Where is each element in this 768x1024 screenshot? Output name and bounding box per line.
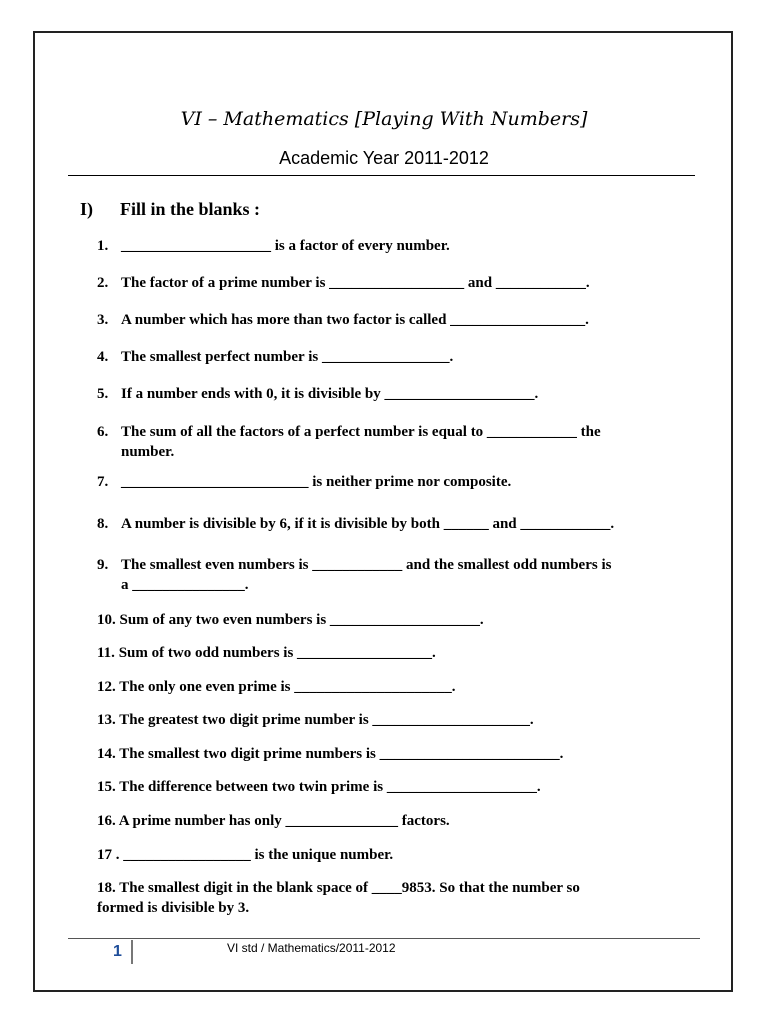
question-text: _________________ is the unique number. [123,847,394,863]
question-item [97,710,697,730]
question-text: Sum of two odd numbers is __________________. [118,645,436,661]
section-title: Fill in the blanks : [120,199,261,219]
question-number: 18. [97,880,116,896]
question-number: 5. [97,386,109,402]
worksheet-title: VI – Mathematics [Playing With Numbers] [180,108,588,130]
question-text-continued: formed is divisible by 3. [97,900,250,916]
section-heading [80,199,260,220]
question-number: 7. [97,474,109,490]
question-number: 4. [97,349,109,365]
question-number: 10. [97,612,116,628]
question-item [97,236,697,256]
academic-year: Academic Year 2011-2012 [279,148,489,168]
question-item [97,744,697,764]
question-number: 17 . [97,847,120,863]
question-item [97,643,697,663]
question-number: 6. [97,424,109,440]
question-item [97,310,697,330]
question-item [97,422,697,462]
question-number: 13. [97,712,116,728]
question-item [97,514,697,534]
page-number: 1 [113,943,122,960]
question-text: The greatest two digit prime number is _____________________. [119,712,534,728]
question-item [97,845,697,865]
footer-text: VI std / Mathematics/2011-2012 [227,941,396,955]
question-item [97,347,697,367]
question-text: A number is divisible by 6, if it is divisible by both ______ and ____________. [121,516,615,532]
question-number: 8. [97,516,109,532]
question-number: 16. [97,813,116,829]
question-item [97,273,697,293]
question-text: The difference between two twin prime is ____________________. [119,779,541,795]
question-text: The sum of all the factors of a perfect number is equal to ____________ the [121,424,601,440]
question-text: If a number ends with 0, it is divisible by ____________________. [121,386,539,402]
question-number: 15. [97,779,116,795]
question-item [97,472,697,492]
question-item [97,384,697,404]
question-text: ____________________ is a factor of every number. [121,238,450,254]
question-item [97,777,697,797]
title-divider [68,175,695,176]
question-item [97,610,697,630]
page-number-separator [131,940,133,964]
question-item [97,811,697,831]
question-text-continued: a _______________. [121,577,249,593]
question-text: The smallest even numbers is ____________ and the smallest odd numbers is [121,557,612,573]
question-text: _________________________ is neither prime nor composite. [121,474,512,490]
question-number: 11. [97,645,115,661]
question-text: The factor of a prime number is __________________ and ____________. [121,275,590,291]
question-number: 12. [97,679,116,695]
question-text: Sum of any two even numbers is ____________________. [119,612,484,628]
footer-divider [68,938,700,939]
question-text: The smallest perfect number is _________________. [121,349,454,365]
question-text: A prime number has only _______________ factors. [118,813,450,829]
question-text-continued: number. [121,444,175,460]
question-text: The smallest two digit prime numbers is ________________________. [119,746,564,762]
question-text: A number which has more than two factor is called __________________. [121,312,589,328]
question-item [97,878,697,918]
question-item [97,677,697,697]
question-number: 9. [97,557,109,573]
section-number: I) [80,199,93,219]
question-text: The smallest digit in the blank space of ____9853. So that the number so [119,880,580,896]
question-number: 3. [97,312,109,328]
question-number: 1. [97,238,109,254]
question-text: The only one even prime is _____________________. [119,679,456,695]
question-number: 2. [97,275,109,291]
question-number: 14. [97,746,116,762]
question-item [97,555,697,595]
